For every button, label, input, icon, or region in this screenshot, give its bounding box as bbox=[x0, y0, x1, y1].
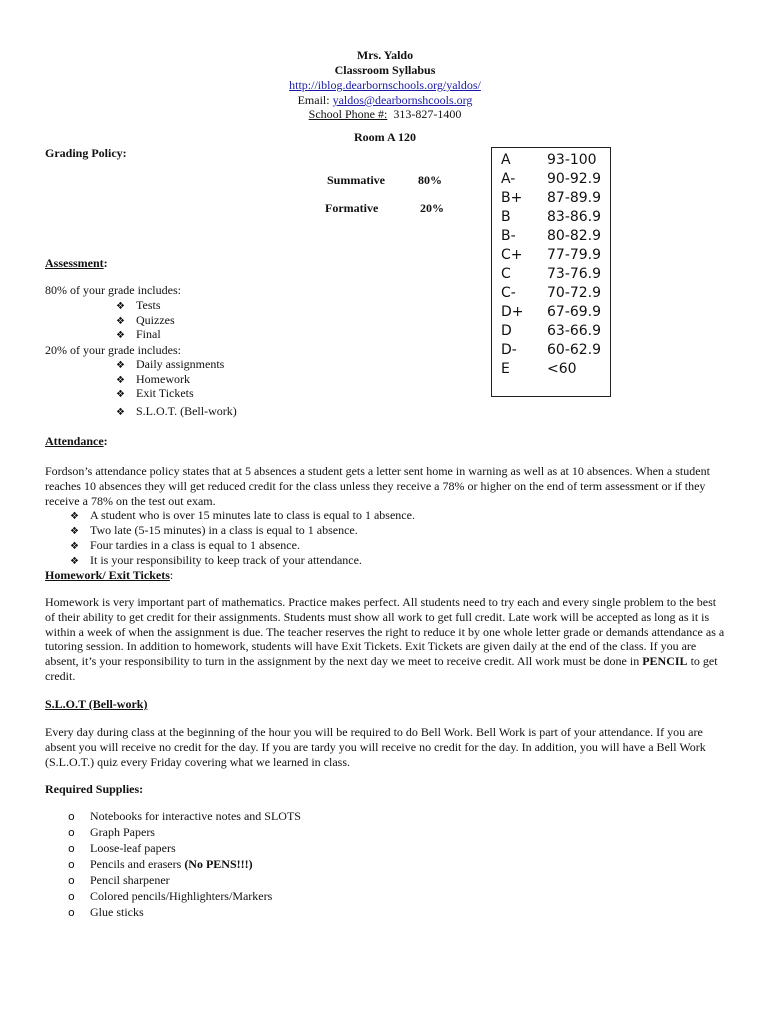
homework-heading: Homework/ Exit Tickets: bbox=[45, 568, 174, 582]
supply-item: o Notebooks for interactive notes and SLOTS bbox=[68, 809, 301, 823]
grade-row: E <60 bbox=[501, 361, 577, 377]
supply-item: o Pencils and erasers (No PENS!!!) bbox=[68, 857, 253, 871]
email-label: Email: bbox=[297, 93, 330, 107]
grade-row: D- 60-62.9 bbox=[501, 342, 602, 358]
attendance-heading: Attendance: bbox=[45, 434, 108, 448]
list-item: ❖ Tests bbox=[116, 298, 161, 312]
supply-item: o Colored pencils/Highlighters/Markers bbox=[68, 889, 273, 903]
grade-row: B- 80-82.9 bbox=[501, 228, 602, 244]
grade-row: A- 90-92.9 bbox=[501, 171, 602, 187]
list-item: ❖ Homework bbox=[116, 372, 190, 386]
list-item: ❖ S.L.O.T. (Bell-work) bbox=[116, 404, 237, 418]
list-item: ❖ It is your responsibility to keep track of your attendance. bbox=[70, 553, 362, 567]
phone-label: School Phone #: bbox=[308, 107, 388, 121]
teacher-name: Mrs. Yaldo bbox=[356, 48, 414, 62]
list-item: ❖ A student who is over 15 minutes late to class is equal to 1 absence. bbox=[70, 508, 415, 522]
list-item: ❖ Four tardies in a class is equal to 1 absence. bbox=[70, 538, 300, 552]
phone-line bbox=[0, 107, 770, 122]
grade-row: D 63-66.9 bbox=[501, 323, 602, 339]
grade-row: C+ 77-79.9 bbox=[501, 247, 602, 263]
grading-policy-heading: Grading Policy: bbox=[45, 146, 127, 160]
supplies-heading: Required Supplies: bbox=[45, 782, 144, 796]
list-item: ❖ Final bbox=[116, 327, 161, 341]
supply-item: o Pencil sharpener bbox=[68, 873, 170, 887]
email-line bbox=[0, 93, 770, 108]
room-number: Room A 120 bbox=[353, 130, 416, 144]
email-link[interactable]: yaldos@dearbornshcools.org bbox=[332, 93, 473, 107]
blog-link[interactable]: http://iblog.dearbornschools.org/yaldos/ bbox=[289, 78, 481, 92]
slot-paragraph: Every day during class at the beginning of the hour you will be required to do Bell Work. Bell Work is part of your attendance. If you are absent you will receive no credit for the day. If you are tardy you will receive no credit for the day. In addition, you will have a Bell Work (S.L.O.T.) quiz every Friday covering what we learned in class. bbox=[45, 725, 706, 769]
summative-value: 80% bbox=[418, 173, 442, 187]
syllabus-title: Classroom Syllabus bbox=[334, 63, 436, 77]
assessment-heading: Assessment: bbox=[45, 256, 108, 270]
list-item: ❖ Daily assignments bbox=[116, 357, 225, 371]
supply-item: o Graph Papers bbox=[68, 825, 155, 839]
list-item: ❖ Quizzes bbox=[116, 313, 175, 327]
group1-label: 80% of your grade includes: bbox=[45, 283, 181, 297]
grade-row: B 83-86.9 bbox=[501, 209, 602, 225]
phone-number: 313-827-1400 bbox=[393, 107, 462, 121]
grade-row: A 93-100 bbox=[501, 152, 597, 168]
summative-label: Summative bbox=[327, 173, 385, 187]
grade-row: D+ 67-69.9 bbox=[501, 304, 602, 320]
homework-paragraph: Homework is very important part of mathematics. Practice makes perfect. All students need to try each and every single problem to the best of their ability to get credit for their assignments. Students must show all work to get full credit. Late work will be accepted as long as it is within a week of when the assignment is due. The teacher reserves the right to reduce it by one whole letter grade or demands attendance as a tutoring session. In addition to homework, students will have Exit Tickets. Exit Tickets are given daily at the end of the class. If you are absent, it’s your responsibility to turn in the assignment by the next day we meet to receive credit. All work must be done in PENCIL to get credit. bbox=[45, 595, 725, 683]
grade-row: C 73-76.9 bbox=[501, 266, 602, 282]
attendance-paragraph: Fordson’s attendance policy states that at 5 absences a student gets a letter sent home in warning as well as at 10 absences. When a student reaches 10 absences they will get reduced credit for the class unless they receive a 78% or higher on the end of term assessment or if they receive a 78% on the test out exam. bbox=[45, 464, 710, 508]
grade-scale-box bbox=[491, 147, 611, 397]
grade-row: C- 70-72.9 bbox=[501, 285, 602, 301]
supply-item: o Glue sticks bbox=[68, 905, 144, 919]
list-item: ❖ Two late (5-15 minutes) in a class is equal to 1 absence. bbox=[70, 523, 358, 537]
formative-label: Formative bbox=[325, 201, 379, 215]
slot-heading: S.L.O.T (Bell-work) bbox=[45, 697, 148, 711]
formative-value: 20% bbox=[420, 201, 444, 215]
supply-item: o Loose-leaf papers bbox=[68, 841, 176, 855]
grade-row: B+ 87-89.9 bbox=[501, 190, 602, 206]
group2-label: 20% of your grade includes: bbox=[45, 343, 181, 357]
list-item: ❖ Exit Tickets bbox=[116, 386, 194, 400]
